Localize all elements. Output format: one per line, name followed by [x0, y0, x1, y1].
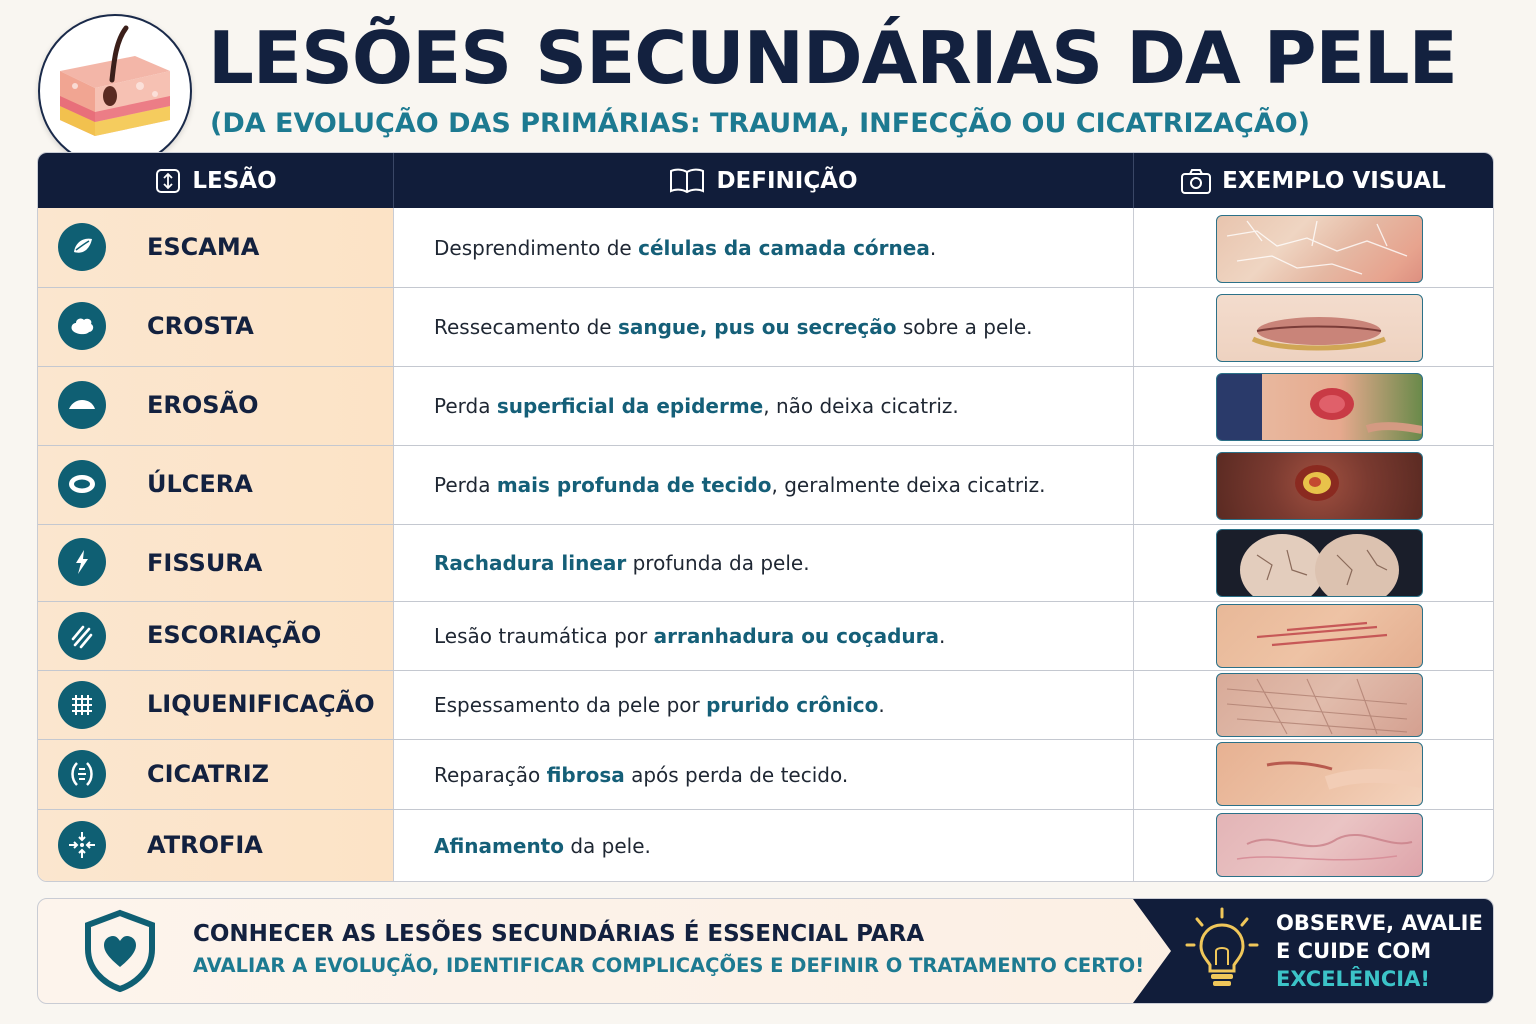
lesions-table	[37, 152, 1494, 882]
lesion-name: LIQUENIFICAÇÃO	[147, 690, 375, 718]
table-row	[38, 208, 1493, 287]
atrophy-arrows-icon	[58, 821, 106, 869]
thickened-skin-photo	[1216, 673, 1423, 737]
camera-icon	[1180, 167, 1212, 195]
lesion-name: CROSTA	[147, 312, 254, 340]
column-label-visual: EXEMPLO VISUAL	[1222, 167, 1446, 194]
lesion-name: CICATRIZ	[147, 760, 270, 788]
lesion-definition: Rachadura linear profunda da pele.	[434, 551, 810, 575]
lesion-definition: Perda mais profunda de tecido, geralmente deixa cicatriz.	[434, 473, 1046, 497]
skin-layers-icon	[40, 16, 190, 166]
lesion-name: ESCAMA	[147, 233, 260, 261]
skin-layers-logo	[38, 14, 192, 168]
column-label-definition: DEFINIÇÃO	[716, 167, 858, 194]
table-row	[38, 524, 1493, 601]
lesion-definition: Desprendimento de células da camada córnea.	[434, 236, 937, 260]
lesion-name: ÚLCERA	[147, 470, 253, 498]
knee-erosion-photo	[1216, 373, 1423, 441]
table-row	[38, 739, 1493, 809]
lesion-definition: Ressecamento de sangue, pus ou secreção sobre a pele.	[434, 315, 1033, 339]
fissure-bolt-icon	[58, 538, 106, 586]
lesion-icon	[154, 167, 182, 195]
erosion-icon	[58, 381, 106, 429]
book-icon	[668, 167, 706, 195]
table-row	[38, 601, 1493, 670]
lesion-definition: Afinamento da pele.	[434, 834, 651, 858]
page-subtitle: (DA EVOLUÇÃO DAS PRIMÁRIAS: TRAUMA, INFECÇÃO OU CICATRIZAÇÃO)	[210, 108, 1311, 139]
lesion-name: ESCORIAÇÃO	[147, 621, 322, 649]
cta-line: OBSERVE, AVALIE	[1276, 911, 1483, 935]
lesion-definition: Perda superficial da epiderme, não deixa cicatriz.	[434, 394, 959, 418]
crust-icon	[58, 302, 106, 350]
scratch-lines-icon	[58, 612, 106, 660]
table-row	[38, 366, 1493, 445]
lesion-definition: Reparação fibrosa após perda de tecido.	[434, 763, 849, 787]
dry-flaky-skin-photo	[1216, 215, 1423, 283]
column-header-definition	[393, 153, 1133, 208]
ulcer-wound-photo	[1216, 452, 1423, 520]
scale-flake-icon	[58, 223, 106, 271]
column-label-lesion: LESÃO	[192, 167, 277, 194]
scar-icon	[58, 750, 106, 798]
bottom-banner	[37, 898, 1494, 1004]
shield-heart-icon	[82, 909, 158, 993]
grid-hatch-icon	[58, 681, 106, 729]
page-title: LESÕES SECUNDÁRIAS DA PELE	[208, 16, 1457, 100]
knee-scar-photo	[1216, 742, 1423, 806]
cta-highlight: EXCELÊNCIA!	[1276, 967, 1430, 991]
table-row	[38, 287, 1493, 366]
lesion-name: EROSÃO	[147, 391, 259, 419]
ulcer-icon	[58, 460, 106, 508]
cta-line: E CUIDE COM	[1276, 939, 1432, 963]
crusted-lips-photo	[1216, 294, 1423, 362]
table-row	[38, 670, 1493, 739]
banner-headline: CONHECER AS LESÕES SECUNDÁRIAS É ESSENCIAL PARA	[193, 921, 925, 947]
banner-cta-text	[1276, 909, 1483, 993]
lesion-definition: Espessamento da pele por prurido crônico.	[434, 693, 885, 717]
table-row	[38, 809, 1493, 881]
column-header-lesion	[38, 153, 393, 208]
lesion-name: ATROFIA	[147, 831, 263, 859]
scratch-marks-photo	[1216, 604, 1423, 668]
lesion-definition: Lesão traumática por arranhadura ou coçadura.	[434, 624, 946, 648]
table-header	[38, 153, 1493, 208]
lesion-name: FISSURA	[147, 549, 263, 577]
atrophic-skin-photo	[1216, 813, 1423, 877]
cracked-heels-photo	[1216, 529, 1423, 597]
column-header-visual	[1133, 153, 1493, 208]
lightbulb-icon	[1183, 907, 1261, 995]
banner-subline: AVALIAR A EVOLUÇÃO, IDENTIFICAR COMPLICAÇÕES E DEFINIR O TRATAMENTO CERTO!	[193, 954, 1145, 977]
table-row	[38, 445, 1493, 524]
